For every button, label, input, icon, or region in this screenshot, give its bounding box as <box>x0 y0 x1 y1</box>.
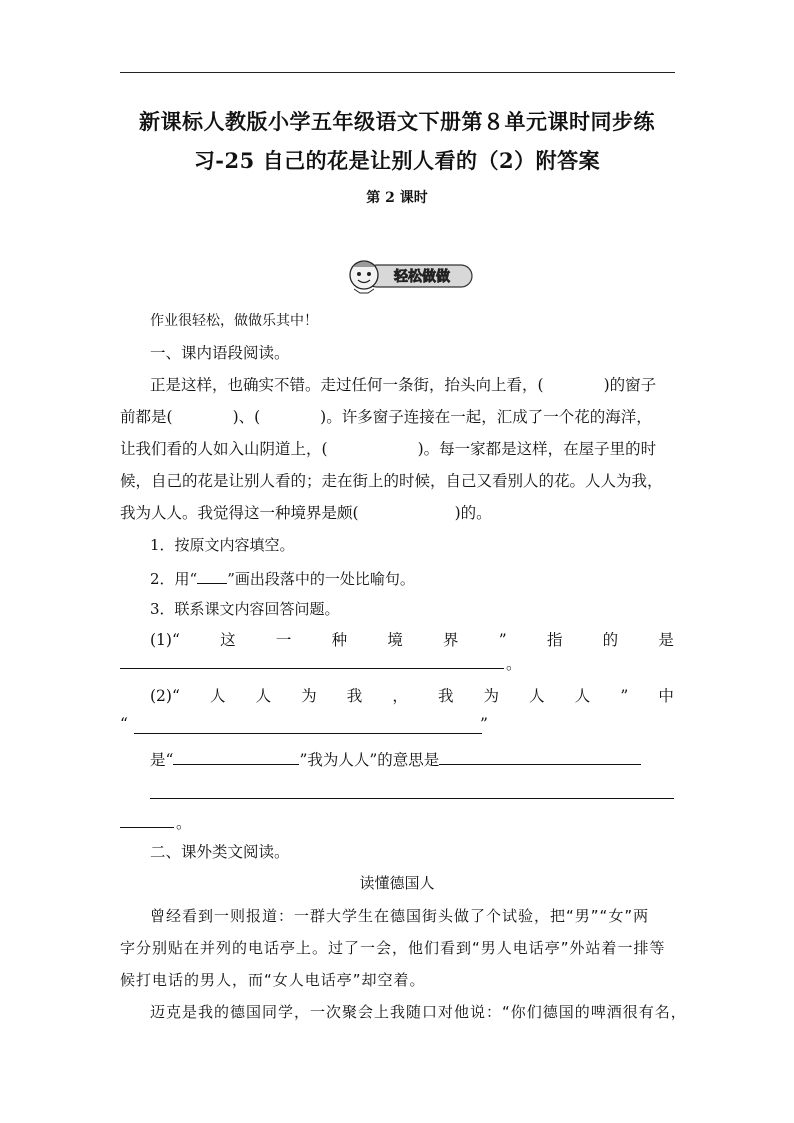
underline-sample <box>197 567 227 584</box>
passage-text: )。许多窗子连接在一起，汇成了一个花的海洋， <box>320 408 652 426</box>
period: 。 <box>506 655 522 673</box>
page-title-line-2: 习-25 自己的花是让别人看的（2）附答案 <box>193 148 601 173</box>
answer-line-5[interactable] <box>150 798 674 799</box>
q-char: 的 <box>602 631 619 649</box>
passage-line-5 <box>120 503 492 523</box>
question-3-2-cont <box>150 748 641 770</box>
easy-practice-badge <box>346 253 476 295</box>
section-1-heading: 一、课内语段阅读。 <box>150 344 290 362</box>
q-char: 是 <box>658 631 674 649</box>
q-char: (2)“ <box>150 687 180 705</box>
question-2-text: ”画出段落中的一处比喻句。 <box>227 570 415 588</box>
question-3-1 <box>150 630 674 650</box>
article-line-2: 字分别贴在并列的电话亭上。过了一会，他们看到“男人电话亭”外站着一排等 <box>120 939 666 957</box>
passage-text: 让我们看的人如入山阴道上，( <box>120 440 328 458</box>
passage-text: )。每一家都是这样，在屋子里的时 <box>417 440 657 458</box>
question-2-text: 2．用“ <box>150 570 198 588</box>
q-char: 人 <box>255 687 272 705</box>
cartoon-badge-icon <box>346 253 476 295</box>
q-text: ”我为人人”的意思是 <box>299 751 440 769</box>
article-line-4: 迈克是我的德国同学，一次聚会上我随口对他说：“你们德国的啤酒很有名， <box>150 1003 687 1021</box>
q-char: 人 <box>209 687 226 705</box>
q-char: (1)“ <box>150 631 180 649</box>
q-char: 为 <box>301 687 317 705</box>
open-quote: “ <box>120 715 128 733</box>
q-char: 指 <box>546 631 563 649</box>
passage-text: )的窗子 <box>603 376 657 394</box>
q-char: 一 <box>275 631 292 649</box>
q-char: 我 <box>346 687 363 705</box>
passage-line-2 <box>120 407 652 427</box>
answer-line-1[interactable] <box>120 668 504 669</box>
q-char: 为 <box>483 687 500 705</box>
q-char: 人 <box>529 687 545 705</box>
intro-text: 作业很轻松，做做乐其中！ <box>150 313 318 329</box>
q-char: 种 <box>331 631 348 649</box>
q-char: ， <box>392 687 408 705</box>
question-3-2 <box>150 686 674 706</box>
close-quote: ” <box>480 715 488 733</box>
lesson-number: 第 2 课时 <box>366 190 428 206</box>
question-1: 1．按原文内容填空。 <box>150 536 295 554</box>
passage-line-3 <box>120 439 656 459</box>
q-text: 是“ <box>150 751 174 769</box>
answer-line-3[interactable] <box>173 748 299 765</box>
question-2 <box>150 567 415 589</box>
article-line-1: 曾经看到一则报道：一群大学生在德国街头做了个试验，把“男”“女”两 <box>150 907 650 925</box>
answer-line-6[interactable] <box>120 827 174 828</box>
question-3: 3．联系课文内容回答问题。 <box>150 600 340 618</box>
q-char: ” <box>498 631 507 649</box>
q-char: 我 <box>437 687 454 705</box>
passage-line-4: 候，自己的花是让别人看的；走在街上的时候，自己又看别人的花。人人为我， <box>120 472 663 490</box>
q-char: 境 <box>387 631 403 649</box>
badge-label: 轻松做做 <box>394 269 450 285</box>
q-char: 界 <box>443 631 459 649</box>
article-line-3: 候打电话的男人，而“女人电话亭”却空着。 <box>120 971 426 989</box>
top-rule <box>120 72 675 73</box>
passage-text: )的。 <box>454 504 492 522</box>
q-char: 中 <box>658 687 674 705</box>
passage-text: 前都是( <box>120 408 173 426</box>
page-title-line-1: 新课标人教版小学五年级语文下册第８单元课时同步练 <box>139 109 655 134</box>
passage-text: )、( <box>232 408 261 426</box>
passage-line-1 <box>150 375 656 395</box>
answer-line-4[interactable] <box>439 748 641 765</box>
answer-line-2[interactable] <box>134 733 482 734</box>
q-char: 这 <box>220 631 236 649</box>
section-2-heading: 二、课外类文阅读。 <box>150 843 290 861</box>
q-char: ” <box>620 687 629 705</box>
article-title: 读懂德国人 <box>359 874 435 892</box>
q-char: 人 <box>574 687 591 705</box>
period: 。 <box>176 814 192 832</box>
passage-text: 正是这样，也确实不错。走过任何一条街，抬头向上看，( <box>150 376 544 394</box>
passage-text: 我为人人。我觉得这一种境界是颇( <box>120 504 359 522</box>
